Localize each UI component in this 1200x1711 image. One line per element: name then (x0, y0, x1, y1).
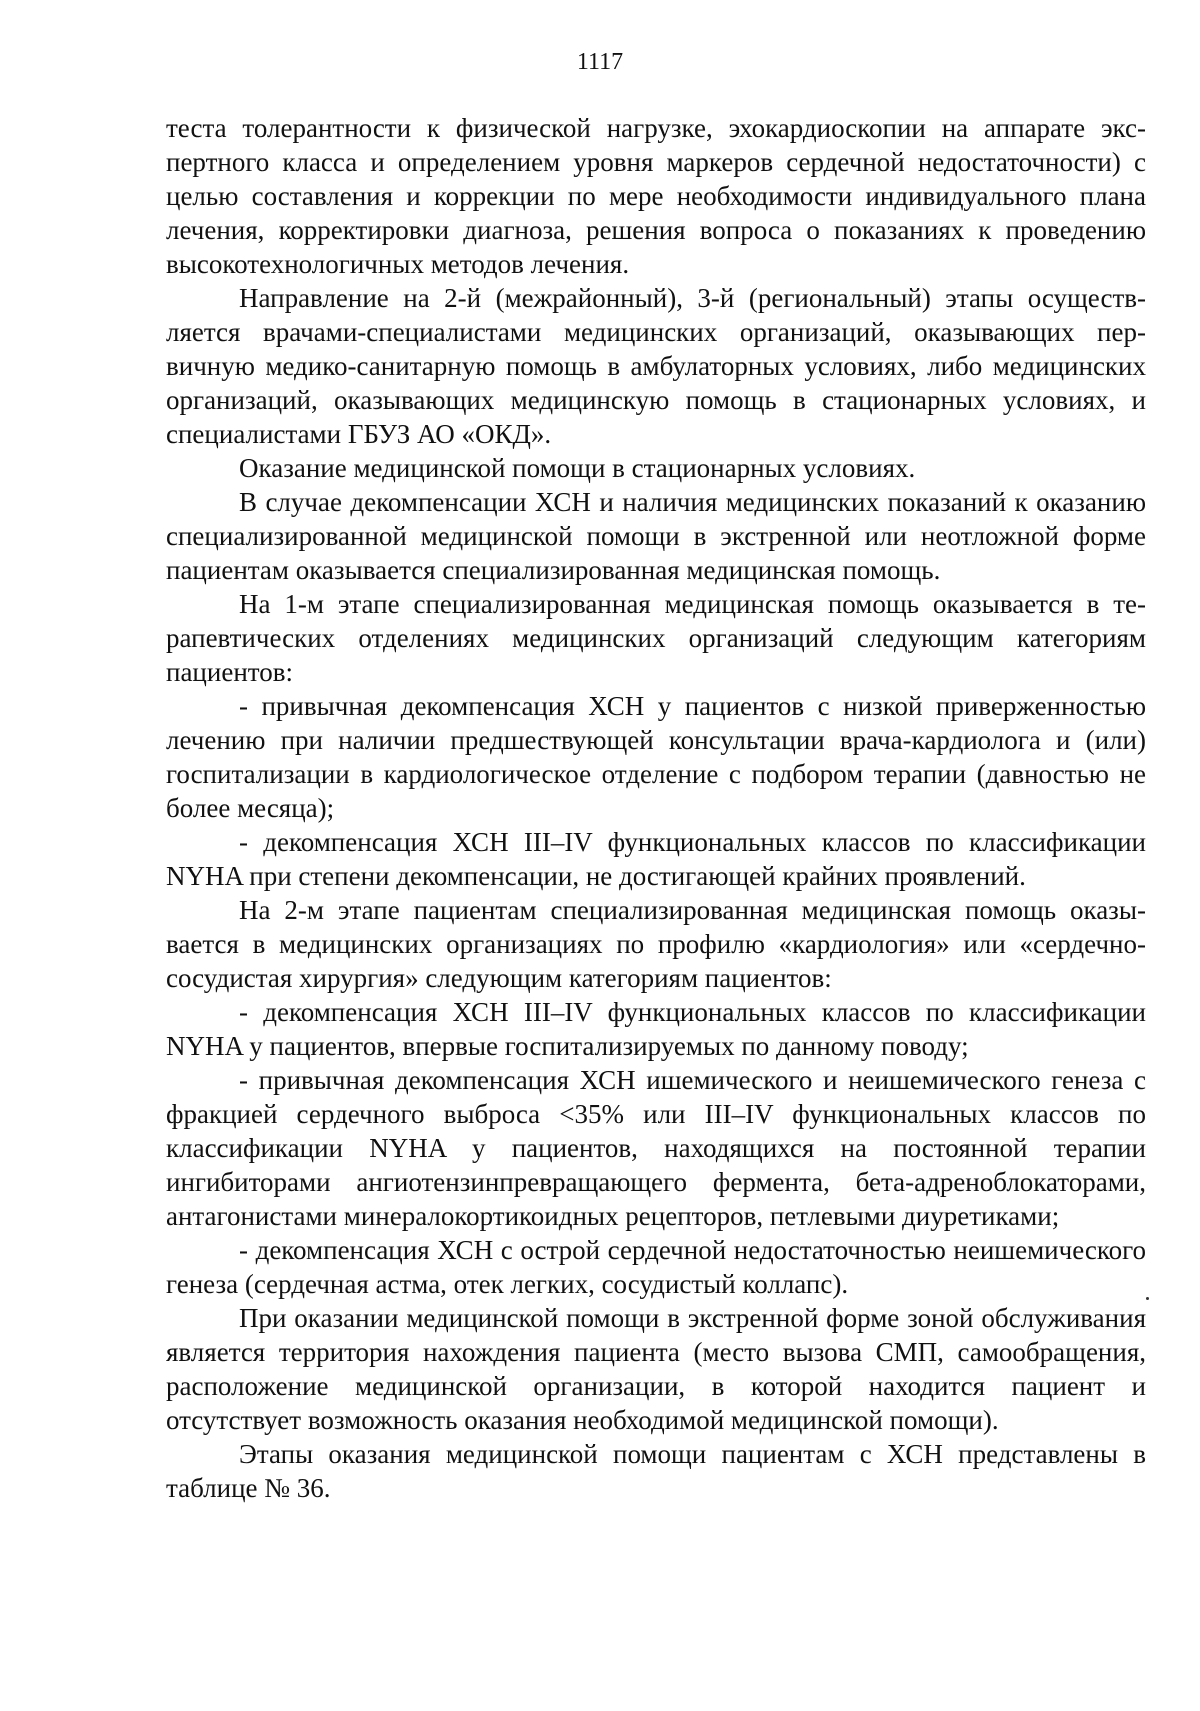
paragraph-stage-1: На 1-м этапе специализированная медицинская помощь оказывается в терапевтических отделениях медицинских организаций следующим категориям пациентов: (166, 589, 1146, 687)
list-item-stage-1-a: - привычная декомпенсация ХСН у пациентов с низкой приверженностью лечению при наличии предшествующей консультации врача-кардиолога и (или) госпитализации в кардиологическое отделение с подбором терапии (давностью не более месяца); (166, 691, 1146, 823)
paragraph-table-reference: Этапы оказания медицинской помощи пациентам с ХСН представлены в таблице № 36. (166, 1439, 1146, 1503)
list-item-stage-1-b: - декомпенсация ХСН III–IV функциональных классов по классификации NYHA при степени декомпенсации, не достигающей крайних проявлений. (166, 827, 1146, 891)
paragraph-inpatient-heading: Оказание медицинской помощи в стационарных условиях. (239, 453, 916, 483)
scan-speck (1146, 1297, 1149, 1300)
paragraph-stage-2: На 2-м этапе пациентам специализированная медицинская помощь оказывается в медицинских организациях по профилю «кардиология» или «сердечно-сосудистая хирургия» следующим категориям пациентов: (166, 895, 1146, 993)
paragraph-decompensation: В случае декомпенсации ХСН и наличия медицинских показаний к оказанию специализированной медицинской помощи в экстренной или неотложной форме пациентам оказывается специализированная медицинская помощь. (166, 487, 1146, 585)
list-item-stage-2-b: - привычная декомпенсация ХСН ишемического и неишемического генеза с фракцией сердечного выброса <35% или III–IV функциональных классов по классификации NYHA у пациентов, находящихся на постоянной терапии ингибиторами ангиотензинпревращающего фермента, бета-адреноблокаторами, антагонистами минералокортикоидных рецепторов, петлевыми диуретиками; (166, 1065, 1146, 1231)
paragraph-continued: теста толерантности к физической нагрузке, эхокардиоскопии на аппарате экспертного класса и определением уровня маркеров сердечной недостаточности) с целью составления и коррекции по мере необходимости индивидуального плана лечения, корректировки диагноза, решения вопроса о показаниях к проведению высокотехнологичных методов лечения. (166, 113, 1146, 279)
list-item-stage-2-c: - декомпенсация ХСН с острой сердечной недостаточностью неишемического генеза (сердечная астма, отек легких, сосудистый коллапс). (166, 1235, 1146, 1299)
page-body (166, 111, 1146, 1505)
list-item-stage-2-a: - декомпенсация ХСН III–IV функциональных классов по классификации NYHA у пациентов, впервые госпитализируемых по данному поводу; (166, 997, 1146, 1061)
paragraph-emergency-zone: При оказании медицинской помощи в экстренной форме зоной обслуживания является территория нахождения пациента (место вызова СМП, самообращения, расположение медицинской организации, в которой находится пациент и отсутствует возможность оказания необходимой медицинской помощи). (166, 1303, 1146, 1435)
page-number: 1117 (576, 49, 624, 75)
paragraph-referral: Направление на 2-й (межрайонный), 3-й (региональный) этапы осуществляется врачами-специалистами медицинских организаций, оказывающих первичную медико-санитарную помощь в амбулаторных условиях, либо медицинских организаций, оказывающих медицинскую помощь в стационарных условиях, и специалистами ГБУЗ АО «ОКД». (166, 283, 1146, 449)
